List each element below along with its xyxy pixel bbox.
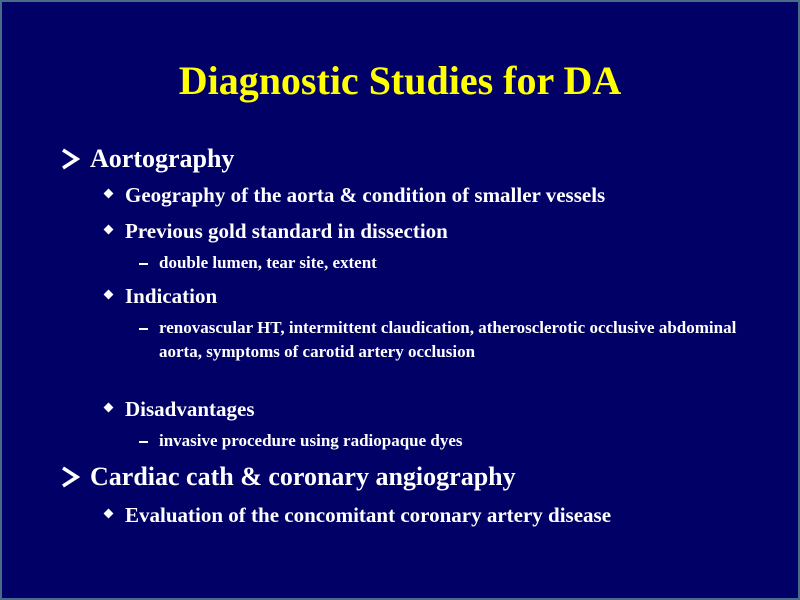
slide-title: Diagnostic Studies for DA <box>178 58 622 103</box>
bullet-indication: Indication <box>125 284 218 308</box>
dash-bullet-icon <box>139 328 148 330</box>
bullet-gold-standard: Previous gold standard in dissection <box>125 219 448 243</box>
dash-bullet-icon <box>139 441 148 443</box>
dash-bullet-icon <box>139 263 148 265</box>
sub-bullet-invasive: invasive procedure using radiopaque dyes <box>159 431 463 450</box>
section-heading-aortography: Aortography <box>90 144 235 173</box>
diamond-bullet-icon <box>104 225 114 235</box>
arrow-bullet-icon <box>60 147 82 171</box>
section-heading-cardiac-cath: Cardiac cath & coronary angiography <box>90 462 516 491</box>
sub-bullet-renovascular: renovascular HT, intermittent claudication, atherosclerotic occlusive abdominal aorta, symptoms of carotid artery occlusion <box>159 318 737 361</box>
diamond-bullet-icon <box>104 509 114 519</box>
arrow-bullet-icon <box>60 465 82 489</box>
bullet-geography: Geography of the aorta & condition of smaller vessels <box>125 183 606 207</box>
diamond-bullet-icon <box>104 290 114 300</box>
diamond-bullet-icon <box>104 403 114 413</box>
bullet-disadvantages: Disadvantages <box>125 397 255 421</box>
sub-bullet-double-lumen: double lumen, tear site, extent <box>159 253 377 272</box>
diamond-bullet-icon <box>104 189 114 199</box>
bullet-list <box>2 2 798 598</box>
bullet-concomitant-cad: Evaluation of the concomitant coronary artery disease <box>125 503 612 527</box>
